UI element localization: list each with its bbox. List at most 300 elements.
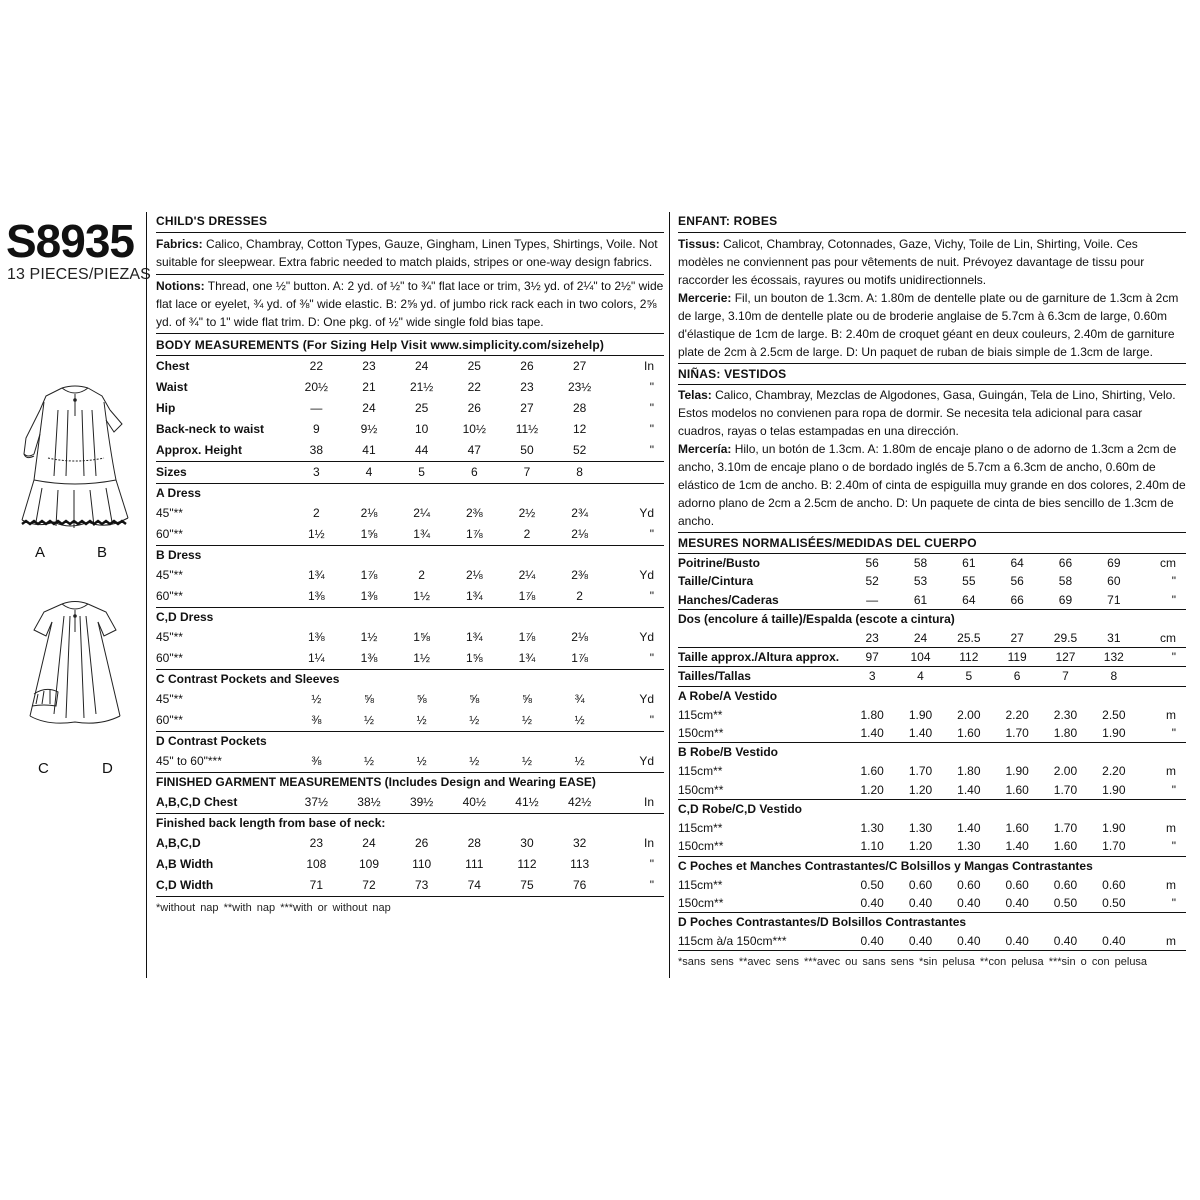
table-cell: 24	[414, 359, 429, 373]
mercerie-paragraph	[678, 289, 1186, 361]
merceria-label: Mercería:	[678, 442, 732, 456]
unit-cell: m	[1166, 707, 1176, 722]
unit-cell	[1138, 667, 1186, 686]
table-cell: 0.40	[957, 934, 981, 949]
merceria-paragraph	[678, 440, 1186, 530]
table-cell: 1⅞	[360, 568, 378, 582]
table-cell: 56	[1010, 574, 1024, 589]
pieces-count: 13 PIECES/PIEZAS	[7, 266, 151, 283]
french-spanish-column	[678, 212, 1186, 971]
table-cell: 2⅛	[571, 630, 588, 644]
yardage-row	[678, 762, 1186, 780]
table-cell: 1.70	[1053, 782, 1078, 797]
unit-cell	[606, 462, 664, 484]
yardage-group-title	[678, 913, 1186, 933]
table-cell: 7	[501, 462, 554, 484]
dos-heading	[678, 609, 1186, 629]
table-cell: ½	[469, 713, 480, 727]
table-cell: 71	[1107, 592, 1121, 607]
fabrics-text: Calico, Chambray, Cotton Types, Gauze, Gingham, Linen Types, Shirtings, Voile. Not suitable for sleepwear. Extra fabric needed to match plaids, stripes or one-way design fabrics.	[156, 237, 658, 269]
row-label: A,B,C,D Chest	[156, 795, 238, 809]
table-cell: 132	[1090, 648, 1138, 667]
table-cell: 1⅞	[465, 527, 483, 541]
table-cell: ½	[521, 754, 532, 768]
table-cell: 1¾	[307, 568, 325, 582]
table-cell: 2½	[518, 506, 536, 520]
table-cell: 52	[865, 574, 879, 589]
table-cell: 1.30	[908, 820, 933, 835]
yardage-group-title	[156, 608, 664, 628]
table-cell: 24	[362, 401, 376, 415]
table-cell: 27	[1010, 630, 1024, 645]
table-cell: 10½	[462, 422, 486, 436]
table-cell: 0.40	[908, 934, 933, 949]
unit-cell: "	[649, 589, 654, 603]
figure-label-c: C	[38, 760, 49, 777]
telas-text: Calico, Chambray, Mezclas de Algodones, Gasa, Guingán, Tela de Lino, Shirting, Velo. Estos modelos no convienen para ropa de dormir. Se necesita tela adicional para casar cuadros, rayas o telas estampadas en una dirección.	[678, 388, 1176, 438]
row-label: 45"**	[156, 692, 183, 706]
table-cell: 0.60	[1102, 877, 1126, 892]
table-cell: 74	[467, 878, 481, 892]
table-cell: 27	[572, 359, 587, 373]
table-cell: ⅝	[469, 692, 480, 706]
table-cell: 41½	[515, 795, 539, 809]
yardage-group-title	[156, 546, 664, 566]
height-row	[678, 648, 1186, 667]
table-cell: 2⅛	[571, 527, 588, 541]
table-cell: 23	[362, 359, 376, 373]
table-cell: 31	[1107, 630, 1121, 645]
table-cell: 0.50	[1053, 895, 1078, 910]
row-label: D Poches Contrastantes/D Bolsillos Contrastantes	[678, 913, 1186, 933]
table-cell: 20½	[304, 380, 328, 394]
row-label: 60"**	[156, 713, 183, 727]
yardage-row	[156, 565, 664, 586]
table-cell: 66	[1010, 592, 1024, 607]
unit-cell: "	[649, 878, 654, 892]
yardage-group-title	[678, 856, 1186, 876]
table-cell: 104	[896, 648, 944, 667]
table-cell: 0.60	[1053, 877, 1078, 892]
unit-cell: m	[1166, 934, 1176, 949]
row-label: Back-neck to waist	[156, 422, 265, 436]
table-cell: 23	[520, 380, 534, 394]
table-cell: 1¾	[465, 589, 483, 603]
french-title: ENFANT: ROBES	[678, 214, 778, 228]
table-cell: 2.20	[1005, 707, 1029, 722]
table-cell: 1.60	[1005, 820, 1029, 835]
table-cell: 2.20	[1102, 764, 1126, 779]
divider	[678, 384, 1186, 385]
table-cell: 55	[962, 574, 976, 589]
table-cell: 1¾	[413, 527, 430, 541]
yardage-row	[678, 876, 1186, 894]
table-cell: 0.60	[908, 877, 933, 892]
table-cell: 108	[306, 857, 327, 871]
row-label: D Contrast Pockets	[156, 732, 664, 752]
body-measurement-row	[678, 554, 1186, 572]
table-cell: 69	[1107, 556, 1121, 570]
table-cell: 0.40	[1005, 895, 1029, 910]
table-cell: 1.90	[1102, 782, 1126, 797]
table-cell: 3	[848, 667, 896, 686]
row-label: 150cm**	[678, 895, 724, 910]
table-cell: 53	[913, 574, 928, 589]
yardage-group-title	[156, 732, 664, 752]
table-cell: 1.60	[957, 726, 981, 741]
unit-cell: "	[1171, 839, 1176, 854]
table-cell: 109	[358, 857, 379, 871]
fabrics-label: Fabrics:	[156, 237, 203, 251]
table-cell: 7	[1041, 667, 1089, 686]
table-cell: 12	[572, 422, 587, 436]
table-cell: 26	[467, 401, 481, 415]
table-cell: 0.50	[1102, 895, 1126, 910]
table-cell: 61	[913, 592, 928, 607]
table-cell: 50	[520, 443, 534, 457]
finished-chest-row	[156, 792, 664, 814]
table-cell: 0.60	[957, 877, 981, 892]
table-cell: 1.60	[860, 764, 884, 779]
dress-ab-illustration	[18, 380, 132, 540]
tissus-label: Tissus:	[678, 237, 720, 251]
table-cell: ½	[311, 692, 322, 706]
pattern-number: S8935	[6, 215, 135, 267]
table-cell: 41	[362, 443, 376, 457]
divider	[678, 950, 1186, 951]
table-cell: 47	[467, 443, 481, 457]
table-cell: ⅜	[311, 713, 322, 727]
table-cell: 1.80	[1053, 726, 1078, 741]
table-cell: 23	[865, 630, 879, 645]
table-cell: 38½	[357, 795, 381, 809]
table-cell: 2⅜	[465, 506, 483, 520]
unit-cell: "	[649, 422, 654, 436]
table-cell: 1.40	[957, 820, 981, 835]
notions-label: Notions:	[156, 279, 205, 293]
yardage-group-title	[678, 743, 1186, 763]
row-label: 60"**	[156, 527, 183, 541]
table-cell: ⅝	[363, 692, 374, 706]
dress-cd-illustration	[20, 594, 130, 754]
table-cell: 2⅛	[465, 568, 483, 582]
row-label: A Robe/A Vestido	[678, 686, 1186, 706]
table-cell: 24	[913, 630, 928, 645]
table-cell: 5	[945, 667, 993, 686]
figure-label-b: B	[97, 544, 108, 561]
table-cell: 38	[309, 443, 323, 457]
unit-cell: In	[643, 359, 654, 373]
table-cell: 1.90	[1102, 726, 1126, 741]
table-cell: 1½	[413, 589, 430, 603]
table-cell: 40½	[462, 795, 486, 809]
table-cell: 28	[572, 401, 587, 415]
table-cell: ½	[521, 713, 532, 727]
table-cell: 2⅜	[571, 568, 588, 582]
table-cell: 112	[517, 857, 537, 871]
yardage-row	[156, 648, 664, 670]
unit-cell: cm	[1160, 630, 1176, 645]
table-cell: 30	[520, 836, 534, 850]
table-cell: 64	[1010, 556, 1024, 570]
unit-cell: In	[643, 795, 654, 809]
row-label: Chest	[156, 359, 190, 373]
table-cell: 21	[362, 380, 376, 394]
body-measurement-row	[156, 356, 664, 377]
table-cell: 2	[576, 589, 583, 603]
english-footnote: *without nap **with nap ***with or without nap	[156, 902, 391, 914]
row-label: C,D Width	[156, 878, 214, 892]
row-label: Taille/Cintura	[678, 574, 754, 589]
measures-heading: MESURES NORMALISÉES/MEDIDAS DEL CUERPO	[678, 536, 977, 550]
telas-paragraph	[678, 386, 1186, 440]
table-cell: 64	[962, 592, 976, 607]
table-cell: 1.40	[957, 782, 981, 797]
english-measurements-table	[156, 356, 664, 896]
body-measurement-row	[156, 419, 664, 440]
table-cell: 25.5	[957, 630, 981, 645]
table-cell: 76	[572, 878, 587, 892]
body-measurement-row	[156, 377, 664, 398]
unit-cell: "	[649, 713, 654, 727]
finished-row	[156, 875, 664, 896]
unit-cell: Yd	[639, 754, 654, 768]
tissus-paragraph	[678, 235, 1186, 289]
body-measurement-row	[156, 440, 664, 462]
row-label: C,D Dress	[156, 608, 664, 628]
table-cell: 1.80	[860, 707, 884, 722]
table-cell: 0.40	[1005, 934, 1029, 949]
mercerie-text: Fil, un bouton de 1.3cm. A: 1.80m de dentelle plate ou de garniture de 1.3cm à 2cm de large, 3.10m de dentelle plate ou de broderie anglaise de 5.7cm à 6.3cm de large, 0.60m d'élastique de 1cm de large. B: 2.40m de croquet géant en deux couleurs, 2.40m de garniture plate de 2cm à 2.5cm de large. D: Un paquet de ruban de biais simple de 1.3cm de large.	[678, 291, 1179, 359]
table-cell: 1⅜	[307, 630, 325, 644]
row-label: Hip	[156, 401, 176, 415]
row-label: B Robe/B Vestido	[678, 743, 1186, 763]
table-cell: 2.00	[1053, 764, 1078, 779]
row-label: 60"**	[156, 651, 183, 665]
table-cell: 61	[962, 556, 976, 570]
table-cell: 4	[896, 667, 944, 686]
yardage-row	[156, 627, 664, 648]
yardage-row	[678, 724, 1186, 743]
row-label: A Dress	[156, 484, 664, 504]
table-cell: 66	[1058, 556, 1073, 570]
table-cell: 1⅜	[360, 651, 378, 665]
table-cell: ¾	[574, 692, 585, 706]
row-label: 45"**	[156, 630, 183, 644]
row-label	[678, 629, 848, 648]
table-cell: 27	[520, 401, 534, 415]
telas-label: Telas:	[678, 388, 712, 402]
row-label: 45"**	[156, 568, 183, 582]
unit-cell: "	[1171, 592, 1176, 607]
table-cell: ½	[574, 713, 585, 727]
unit-cell: m	[1166, 764, 1176, 779]
table-cell: —	[866, 592, 879, 607]
table-cell: 58	[913, 556, 928, 570]
unit-cell: "	[1171, 895, 1176, 910]
table-cell: 0.50	[860, 877, 884, 892]
table-cell: 110	[412, 857, 432, 871]
divider	[156, 896, 664, 897]
table-cell: 6	[448, 462, 501, 484]
yardage-row	[678, 781, 1186, 800]
tissus-text: Calicot, Chambray, Cotonnades, Gaze, Vichy, Toile de Lin, Shirting, Voile. Ces modèles ne conviennent pas pour vêtements de nuit. Prévoyez davantage de tissu pour raccorder les écossais, rayures ou motifs unidirectionnels.	[678, 237, 1145, 287]
table-cell: 1½	[413, 651, 430, 665]
table-cell: ½	[469, 754, 480, 768]
yardage-group-title	[156, 670, 664, 690]
table-cell: 60	[1107, 574, 1121, 589]
table-cell: 1.40	[1005, 839, 1029, 854]
table-cell: 1.60	[1053, 839, 1078, 854]
yardage-row	[156, 503, 664, 524]
table-cell: 4	[343, 462, 396, 484]
unit-cell: Yd	[639, 568, 654, 582]
table-cell: 23	[309, 836, 323, 850]
unit-cell: cm	[1160, 556, 1176, 570]
yardage-group-title	[678, 799, 1186, 819]
table-cell: 2⅛	[360, 506, 378, 520]
table-cell: ½	[363, 754, 374, 768]
notions-paragraph	[156, 277, 664, 331]
table-cell: 111	[465, 857, 484, 871]
table-cell: ⅝	[416, 692, 427, 706]
table-cell: 2.30	[1053, 707, 1078, 722]
row-label: A,B,C,D	[156, 836, 201, 850]
table-cell: 0.40	[1102, 934, 1126, 949]
row-label: Finished back length from base of neck:	[156, 814, 664, 834]
divider	[156, 274, 664, 275]
unit-cell: "	[1171, 726, 1176, 741]
unit-cell: "	[649, 651, 654, 665]
unit-cell: "	[649, 401, 654, 415]
table-cell: 1.70	[1053, 820, 1078, 835]
yardage-row	[678, 837, 1186, 856]
row-label: 115cm**	[678, 764, 723, 779]
dos-row	[678, 629, 1186, 648]
table-cell: 1½	[360, 630, 378, 644]
notions-text: Thread, one ½" button. A: 2 yd. of ½" to ¾" flat lace or trim, 3½ yd. of 2¼" to 2½" wide flat lace or eyelet, ¾ yd. of ⅜" wide elastic. B: 2⅝ yd. of jumbo rick rack each in two colors, 2⅝ yd. of ¾" to 1" wide flat trim. D: One pkg. of ½" wide single fold bias tape.	[156, 279, 664, 329]
table-cell: 25	[414, 401, 429, 415]
row-label: Taille approx./Altura approx.	[678, 648, 848, 667]
table-cell: 1.90	[908, 707, 933, 722]
table-cell: 72	[362, 878, 376, 892]
table-cell: 112	[945, 648, 993, 667]
unit-cell: "	[649, 857, 654, 871]
row-label: Dos (encolure á taille)/Espalda (escote a cintura)	[678, 609, 1186, 629]
table-cell: 1.70	[908, 764, 933, 779]
unit-cell: Yd	[639, 692, 654, 706]
yardage-row	[156, 751, 664, 773]
row-label: 115cm à/a 150cm***	[678, 934, 787, 949]
table-cell: 1⅜	[307, 589, 325, 603]
body-measurements-heading: BODY MEASUREMENTS (For Sizing Help Visit www.simplicity.com/sizehelp)	[156, 338, 605, 352]
table-cell: 1.30	[957, 839, 981, 854]
table-cell: 0.40	[957, 895, 981, 910]
unit-cell: In	[643, 836, 654, 850]
table-cell: 1½	[307, 527, 325, 541]
table-cell: 2	[312, 506, 320, 520]
table-cell: 56	[865, 556, 879, 570]
unit-cell: Yd	[639, 630, 654, 644]
table-cell: 58	[1058, 574, 1073, 589]
unit-cell: Yd	[639, 506, 654, 520]
french-spanish-footnote: *sans sens **avec sens ***avec ou sans sens *sin pelusa **con pelusa ***sin o con pelusa	[678, 956, 1148, 969]
table-cell: 24	[362, 836, 376, 850]
table-cell: 8	[553, 462, 606, 484]
mercerie-label: Mercerie:	[678, 291, 732, 305]
table-cell: 52	[572, 443, 587, 457]
divider	[156, 232, 664, 233]
unit-cell: "	[649, 527, 654, 541]
table-cell: 1¼	[307, 651, 325, 665]
finished-heading	[156, 773, 664, 793]
row-label: Sizes	[156, 462, 290, 484]
table-cell: ⅝	[521, 692, 532, 706]
table-cell: 9½	[360, 422, 378, 436]
table-cell: 23½	[567, 380, 592, 394]
row-label: 45"**	[156, 506, 183, 520]
yardage-row	[678, 894, 1186, 913]
row-label: C Poches et Manches Contrastantes/C Bolsillos y Mangas Contrastantes	[678, 856, 1186, 876]
divider	[678, 532, 1186, 533]
table-cell: 0.40	[860, 895, 884, 910]
row-label: Waist	[156, 380, 188, 394]
table-cell: 26	[520, 359, 534, 373]
table-cell: 113	[570, 857, 590, 871]
row-label: 60"**	[156, 589, 183, 603]
english-title: CHILD'S DRESSES	[156, 214, 268, 228]
table-cell: 21½	[409, 380, 434, 394]
table-cell: 119	[993, 648, 1041, 667]
table-cell: 2.00	[957, 707, 981, 722]
row-label: 115cm**	[678, 877, 723, 892]
table-cell: 9	[312, 422, 320, 436]
table-cell: 2¼	[518, 568, 536, 582]
row-label: Hanches/Caderas	[678, 592, 779, 607]
yardage-row	[678, 932, 1186, 950]
table-cell: 1.20	[860, 782, 884, 797]
body-measurement-row	[156, 398, 664, 419]
table-cell: 2¾	[571, 506, 588, 520]
table-cell: 22	[309, 359, 323, 373]
table-cell: 0.60	[1005, 877, 1029, 892]
table-cell: 1⅞	[571, 651, 588, 665]
table-cell: 32	[572, 836, 587, 850]
table-cell: 1¾	[518, 651, 536, 665]
column-divider-middle	[669, 212, 670, 978]
finished-row	[156, 854, 664, 875]
table-cell: 6	[993, 667, 1041, 686]
english-column	[156, 212, 664, 917]
column-divider-left	[146, 212, 147, 978]
yardage-row	[156, 710, 664, 732]
row-label: 150cm**	[678, 726, 724, 741]
table-cell: 0.40	[908, 895, 933, 910]
table-cell: 42½	[567, 795, 592, 809]
row-label: A,B Width	[156, 857, 214, 871]
body-measurement-row	[678, 572, 1186, 590]
body-measurement-row	[678, 591, 1186, 610]
table-cell: 69	[1058, 592, 1073, 607]
finished-row	[156, 833, 664, 854]
table-cell: ½	[363, 713, 374, 727]
table-cell: 3	[290, 462, 343, 484]
table-cell: 2.50	[1102, 707, 1126, 722]
unit-cell: "	[649, 443, 654, 457]
table-cell: 11½	[515, 422, 539, 436]
table-cell: 1.10	[860, 839, 884, 854]
table-cell: 8	[1090, 667, 1138, 686]
